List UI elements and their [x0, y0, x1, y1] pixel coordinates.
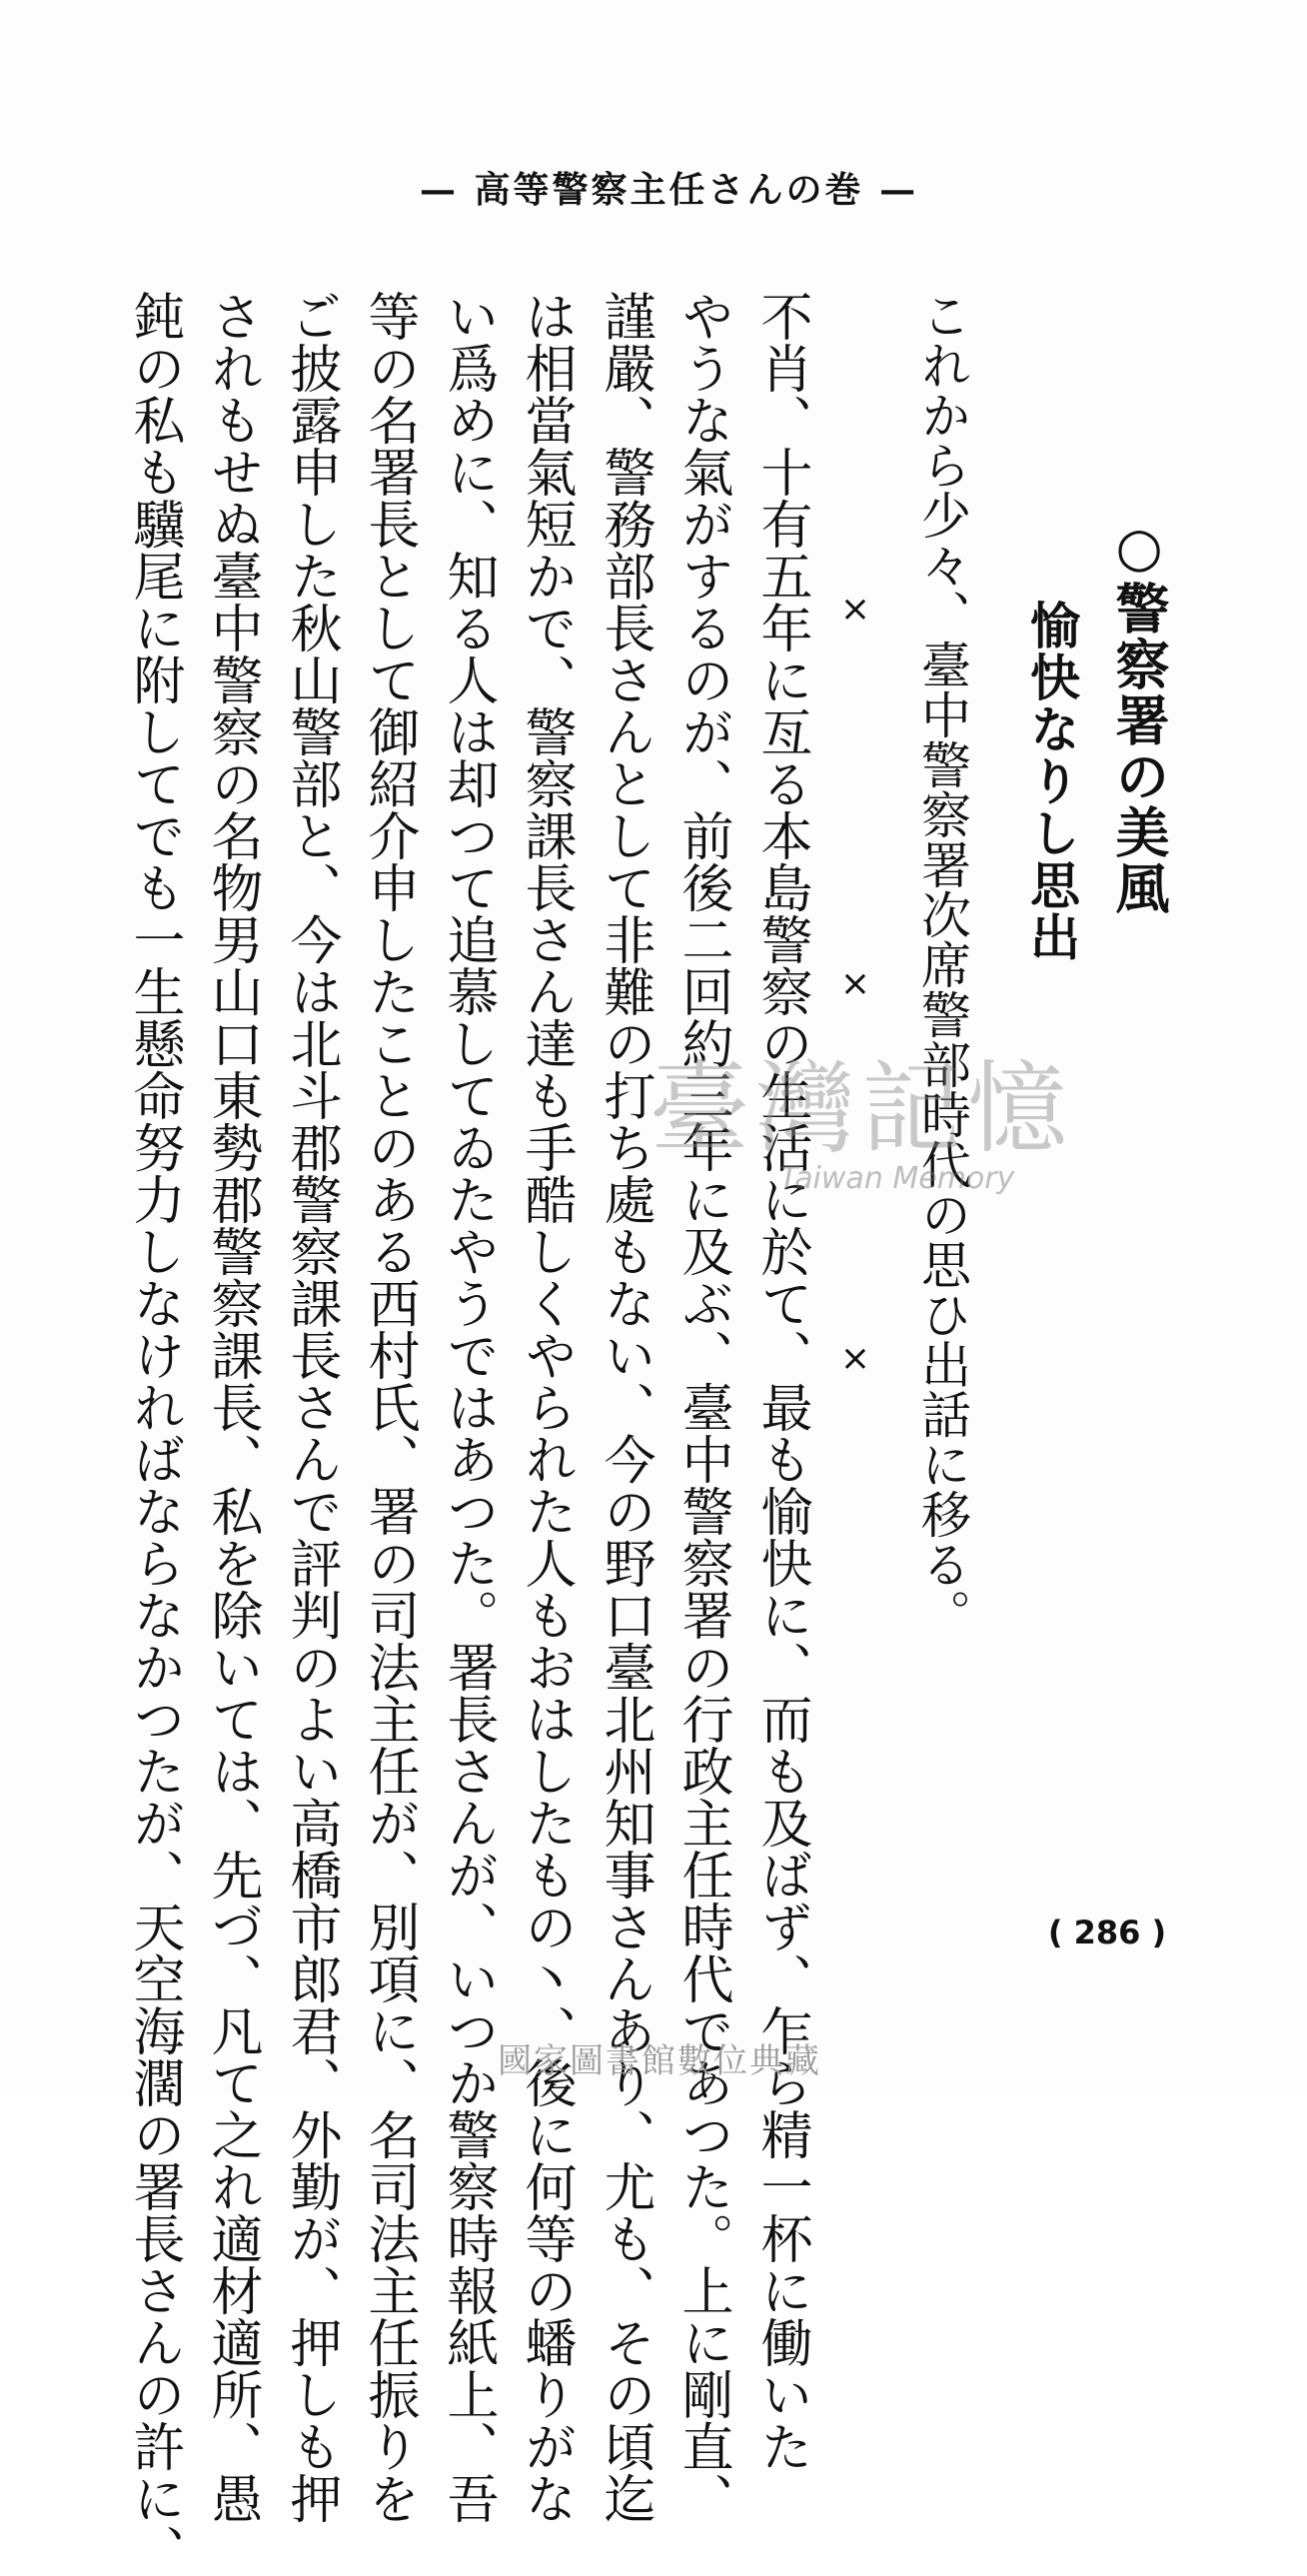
- body-column: 鈍の私も驥尾に附してでも一生懸命努力しなければならなかつたが、天空海濶の署長さんの許に、: [124, 290, 184, 2576]
- body-column: やうな氣がするのが、前後二回約三年に及ぶ、臺中警察署の行政主任時代であつた。上に剛直、: [672, 290, 732, 2524]
- archive-stamp: 國家圖書館數位典藏: [498, 2041, 821, 2081]
- body-column: 謹嚴、警務部長さんとして非難の打ち處もない、今の野口臺北州知事さんあり、尤も、その頃迄: [595, 290, 654, 2524]
- body-column: ご披露申した秋山警部と、今は北斗郡警察課長さんで評判のよい高橋市郎君、外勤が、押しも押: [281, 290, 341, 2524]
- body-column: 等の名署長として御紹介申したことのある西村氏、署の司法主任が、別項に、名司法主任振りを: [359, 290, 419, 2524]
- section-subtitle: 愉快なりし思出: [1022, 600, 1081, 963]
- separator-mark: ×: [839, 963, 871, 1004]
- separator-mark: ×: [839, 1338, 871, 1379]
- body-column: は相當氣短かで、警察課長さん達も手酷しくやられた人もおはしたもの丶、後に何等の蟠りがな: [516, 290, 576, 2524]
- running-header: — 高等警察主任さんの巻 —: [420, 169, 919, 211]
- watermark-cjk: 臺灣記憶: [650, 1050, 1073, 1167]
- section-intro: これから少々、臺中警察署次席警部時代の思ひ出話に移る。: [913, 290, 971, 1639]
- body-column: い爲めに、知る人は却つて追慕してゐたやうではあつた。署長さんが、いつか警察時報紙上、吾: [438, 290, 498, 2524]
- body-column: 不肖、十有五年に亙る本島警察の生活に於て、最も愉快に、而も及ばず、乍ら精一杯に働いた: [751, 290, 811, 2472]
- page-number: ( 286 ): [1047, 1914, 1167, 1951]
- section-title: ○警察署の美風: [1107, 515, 1171, 916]
- separator-mark: ×: [839, 589, 871, 630]
- watermark-logo: [650, 1049, 1089, 1209]
- watermark-en: Taiwan Memory: [779, 1161, 1015, 1196]
- body-column: されもせぬ臺中警察の名物男山口東勢郡警察課長、私を除いては、先づ、凡て之れ適材適所、愚: [202, 290, 262, 2524]
